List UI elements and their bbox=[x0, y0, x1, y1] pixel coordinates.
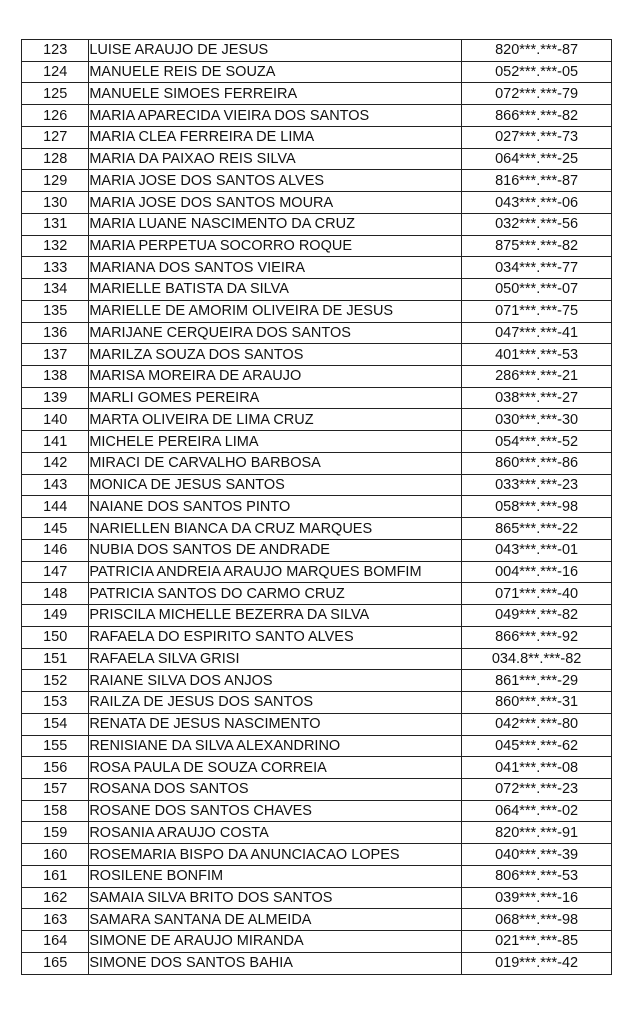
name-cell: LUISE ARAUJO DE JESUS bbox=[89, 40, 462, 62]
table-row bbox=[22, 518, 612, 540]
cpf-cell: 040***.***-39 bbox=[462, 844, 612, 866]
cpf-cell: 820***.***-87 bbox=[462, 40, 612, 62]
name-cell: NUBIA DOS SANTOS DE ANDRADE bbox=[89, 539, 462, 561]
cpf-cell: 027***.***-73 bbox=[462, 126, 612, 148]
table-row bbox=[22, 844, 612, 866]
name-cell: MARIELLE BATISTA DA SILVA bbox=[89, 279, 462, 301]
name-cell: NAIANE DOS SANTOS PINTO bbox=[89, 496, 462, 518]
table-row bbox=[22, 431, 612, 453]
row-number-cell: 143 bbox=[22, 474, 89, 496]
row-number-cell: 150 bbox=[22, 626, 89, 648]
row-number-cell: 147 bbox=[22, 561, 89, 583]
row-number-cell: 163 bbox=[22, 909, 89, 931]
table-row bbox=[22, 583, 612, 605]
name-cell: ROSANIA ARAUJO COSTA bbox=[89, 822, 462, 844]
name-cell: RAFAELA DO ESPIRITO SANTO ALVES bbox=[89, 626, 462, 648]
table-row bbox=[22, 452, 612, 474]
table-row bbox=[22, 148, 612, 170]
row-number-cell: 152 bbox=[22, 670, 89, 692]
table-row bbox=[22, 757, 612, 779]
cpf-cell: 043***.***-06 bbox=[462, 192, 612, 214]
cpf-cell: 875***.***-82 bbox=[462, 235, 612, 257]
row-number-cell: 162 bbox=[22, 887, 89, 909]
table-row bbox=[22, 865, 612, 887]
name-cell: PRISCILA MICHELLE BEZERRA DA SILVA bbox=[89, 605, 462, 627]
cpf-cell: 021***.***-85 bbox=[462, 931, 612, 953]
row-number-cell: 130 bbox=[22, 192, 89, 214]
row-number-cell: 131 bbox=[22, 213, 89, 235]
cpf-cell: 041***.***-08 bbox=[462, 757, 612, 779]
name-cell: NARIELLEN BIANCA DA CRUZ MARQUES bbox=[89, 518, 462, 540]
row-number-cell: 145 bbox=[22, 518, 89, 540]
cpf-cell: 033***.***-23 bbox=[462, 474, 612, 496]
row-number-cell: 156 bbox=[22, 757, 89, 779]
row-number-cell: 161 bbox=[22, 865, 89, 887]
table-row bbox=[22, 300, 612, 322]
table-row bbox=[22, 322, 612, 344]
row-number-cell: 133 bbox=[22, 257, 89, 279]
row-number-cell: 132 bbox=[22, 235, 89, 257]
name-cell: MARIJANE CERQUEIRA DOS SANTOS bbox=[89, 322, 462, 344]
table-row bbox=[22, 105, 612, 127]
name-cell: SIMONE DE ARAUJO MIRANDA bbox=[89, 931, 462, 953]
cpf-cell: 820***.***-91 bbox=[462, 822, 612, 844]
name-cell: ROSA PAULA DE SOUZA CORREIA bbox=[89, 757, 462, 779]
table-row bbox=[22, 40, 612, 62]
row-number-cell: 141 bbox=[22, 431, 89, 453]
name-cell: MARIA DA PAIXAO REIS SILVA bbox=[89, 148, 462, 170]
cpf-cell: 034.8**.***-82 bbox=[462, 648, 612, 670]
table-row bbox=[22, 192, 612, 214]
table-row bbox=[22, 83, 612, 105]
row-number-cell: 154 bbox=[22, 713, 89, 735]
row-number-cell: 126 bbox=[22, 105, 89, 127]
row-number-cell: 155 bbox=[22, 735, 89, 757]
cpf-cell: 071***.***-75 bbox=[462, 300, 612, 322]
name-cell: MICHELE PEREIRA LIMA bbox=[89, 431, 462, 453]
row-number-cell: 139 bbox=[22, 387, 89, 409]
table-row bbox=[22, 213, 612, 235]
row-number-cell: 165 bbox=[22, 952, 89, 974]
roster-table bbox=[21, 39, 612, 975]
table-row bbox=[22, 778, 612, 800]
row-number-cell: 125 bbox=[22, 83, 89, 105]
row-number-cell: 149 bbox=[22, 605, 89, 627]
cpf-cell: 034***.***-77 bbox=[462, 257, 612, 279]
name-cell: MARISA MOREIRA DE ARAUJO bbox=[89, 366, 462, 388]
name-cell: RAFAELA SILVA GRISI bbox=[89, 648, 462, 670]
row-number-cell: 153 bbox=[22, 692, 89, 714]
row-number-cell: 129 bbox=[22, 170, 89, 192]
name-cell: MARIA CLEA FERREIRA DE LIMA bbox=[89, 126, 462, 148]
name-cell: ROSANE DOS SANTOS CHAVES bbox=[89, 800, 462, 822]
table-row bbox=[22, 257, 612, 279]
cpf-cell: 286***.***-21 bbox=[462, 366, 612, 388]
cpf-cell: 042***.***-80 bbox=[462, 713, 612, 735]
cpf-cell: 860***.***-31 bbox=[462, 692, 612, 714]
cpf-cell: 816***.***-87 bbox=[462, 170, 612, 192]
cpf-cell: 064***.***-25 bbox=[462, 148, 612, 170]
row-number-cell: 148 bbox=[22, 583, 89, 605]
table-row bbox=[22, 561, 612, 583]
row-number-cell: 146 bbox=[22, 539, 89, 561]
table-row bbox=[22, 474, 612, 496]
name-cell: MARTA OLIVEIRA DE LIMA CRUZ bbox=[89, 409, 462, 431]
name-cell: RENISIANE DA SILVA ALEXANDRINO bbox=[89, 735, 462, 757]
table-row bbox=[22, 713, 612, 735]
table-row bbox=[22, 909, 612, 931]
cpf-cell: 860***.***-86 bbox=[462, 452, 612, 474]
table-row bbox=[22, 496, 612, 518]
name-cell: MANUELE REIS DE SOUZA bbox=[89, 61, 462, 83]
table-row bbox=[22, 235, 612, 257]
cpf-cell: 866***.***-92 bbox=[462, 626, 612, 648]
row-number-cell: 160 bbox=[22, 844, 89, 866]
row-number-cell: 140 bbox=[22, 409, 89, 431]
cpf-cell: 865***.***-22 bbox=[462, 518, 612, 540]
cpf-cell: 050***.***-07 bbox=[462, 279, 612, 301]
row-number-cell: 144 bbox=[22, 496, 89, 518]
table-row bbox=[22, 952, 612, 974]
name-cell: ROSEMARIA BISPO DA ANUNCIACAO LOPES bbox=[89, 844, 462, 866]
name-cell: MARLI GOMES PEREIRA bbox=[89, 387, 462, 409]
table-row bbox=[22, 279, 612, 301]
table-row bbox=[22, 61, 612, 83]
name-cell: PATRICIA SANTOS DO CARMO CRUZ bbox=[89, 583, 462, 605]
row-number-cell: 142 bbox=[22, 452, 89, 474]
name-cell: ROSANA DOS SANTOS bbox=[89, 778, 462, 800]
table-row bbox=[22, 605, 612, 627]
cpf-cell: 861***.***-29 bbox=[462, 670, 612, 692]
name-cell: MARIA LUANE NASCIMENTO DA CRUZ bbox=[89, 213, 462, 235]
cpf-cell: 019***.***-42 bbox=[462, 952, 612, 974]
cpf-cell: 866***.***-82 bbox=[462, 105, 612, 127]
row-number-cell: 128 bbox=[22, 148, 89, 170]
row-number-cell: 157 bbox=[22, 778, 89, 800]
table-row bbox=[22, 626, 612, 648]
cpf-cell: 072***.***-79 bbox=[462, 83, 612, 105]
name-cell: PATRICIA ANDREIA ARAUJO MARQUES BOMFIM bbox=[89, 561, 462, 583]
cpf-cell: 401***.***-53 bbox=[462, 344, 612, 366]
table-row bbox=[22, 344, 612, 366]
cpf-cell: 068***.***-98 bbox=[462, 909, 612, 931]
table-row bbox=[22, 539, 612, 561]
name-cell: RENATA DE JESUS NASCIMENTO bbox=[89, 713, 462, 735]
row-number-cell: 159 bbox=[22, 822, 89, 844]
cpf-cell: 043***.***-01 bbox=[462, 539, 612, 561]
name-cell: MARIELLE DE AMORIM OLIVEIRA DE JESUS bbox=[89, 300, 462, 322]
name-cell: RAIANE SILVA DOS ANJOS bbox=[89, 670, 462, 692]
cpf-cell: 058***.***-98 bbox=[462, 496, 612, 518]
cpf-cell: 047***.***-41 bbox=[462, 322, 612, 344]
table-row bbox=[22, 366, 612, 388]
name-cell: MARILZA SOUZA DOS SANTOS bbox=[89, 344, 462, 366]
name-cell: RAILZA DE JESUS DOS SANTOS bbox=[89, 692, 462, 714]
cpf-cell: 045***.***-62 bbox=[462, 735, 612, 757]
row-number-cell: 124 bbox=[22, 61, 89, 83]
table-row bbox=[22, 126, 612, 148]
row-number-cell: 137 bbox=[22, 344, 89, 366]
cpf-cell: 064***.***-02 bbox=[462, 800, 612, 822]
row-number-cell: 158 bbox=[22, 800, 89, 822]
name-cell: SAMARA SANTANA DE ALMEIDA bbox=[89, 909, 462, 931]
row-number-cell: 127 bbox=[22, 126, 89, 148]
row-number-cell: 123 bbox=[22, 40, 89, 62]
cpf-cell: 049***.***-82 bbox=[462, 605, 612, 627]
table-row bbox=[22, 887, 612, 909]
cpf-cell: 052***.***-05 bbox=[462, 61, 612, 83]
cpf-cell: 030***.***-30 bbox=[462, 409, 612, 431]
cpf-cell: 806***.***-53 bbox=[462, 865, 612, 887]
table-row bbox=[22, 692, 612, 714]
table-row bbox=[22, 800, 612, 822]
cpf-cell: 071***.***-40 bbox=[462, 583, 612, 605]
row-number-cell: 164 bbox=[22, 931, 89, 953]
cpf-cell: 072***.***-23 bbox=[462, 778, 612, 800]
cpf-cell: 004***.***-16 bbox=[462, 561, 612, 583]
row-number-cell: 138 bbox=[22, 366, 89, 388]
row-number-cell: 136 bbox=[22, 322, 89, 344]
name-cell: MARIANA DOS SANTOS VIEIRA bbox=[89, 257, 462, 279]
name-cell: MARIA JOSE DOS SANTOS ALVES bbox=[89, 170, 462, 192]
row-number-cell: 135 bbox=[22, 300, 89, 322]
table-row bbox=[22, 822, 612, 844]
cpf-cell: 054***.***-52 bbox=[462, 431, 612, 453]
name-cell: ROSILENE BONFIM bbox=[89, 865, 462, 887]
cpf-cell: 038***.***-27 bbox=[462, 387, 612, 409]
table-row bbox=[22, 170, 612, 192]
name-cell: MARIA PERPETUA SOCORRO ROQUE bbox=[89, 235, 462, 257]
name-cell: MARIA JOSE DOS SANTOS MOURA bbox=[89, 192, 462, 214]
name-cell: MONICA DE JESUS SANTOS bbox=[89, 474, 462, 496]
table-row bbox=[22, 735, 612, 757]
cpf-cell: 032***.***-56 bbox=[462, 213, 612, 235]
cpf-cell: 039***.***-16 bbox=[462, 887, 612, 909]
table-row bbox=[22, 648, 612, 670]
name-cell: MARIA APARECIDA VIEIRA DOS SANTOS bbox=[89, 105, 462, 127]
name-cell: SAMAIA SILVA BRITO DOS SANTOS bbox=[89, 887, 462, 909]
name-cell: SIMONE DOS SANTOS BAHIA bbox=[89, 952, 462, 974]
roster-table-body bbox=[22, 40, 612, 975]
table-row bbox=[22, 931, 612, 953]
table-row bbox=[22, 409, 612, 431]
name-cell: MANUELE SIMOES FERREIRA bbox=[89, 83, 462, 105]
name-cell: MIRACI DE CARVALHO BARBOSA bbox=[89, 452, 462, 474]
row-number-cell: 134 bbox=[22, 279, 89, 301]
table-row bbox=[22, 670, 612, 692]
table-row bbox=[22, 387, 612, 409]
row-number-cell: 151 bbox=[22, 648, 89, 670]
